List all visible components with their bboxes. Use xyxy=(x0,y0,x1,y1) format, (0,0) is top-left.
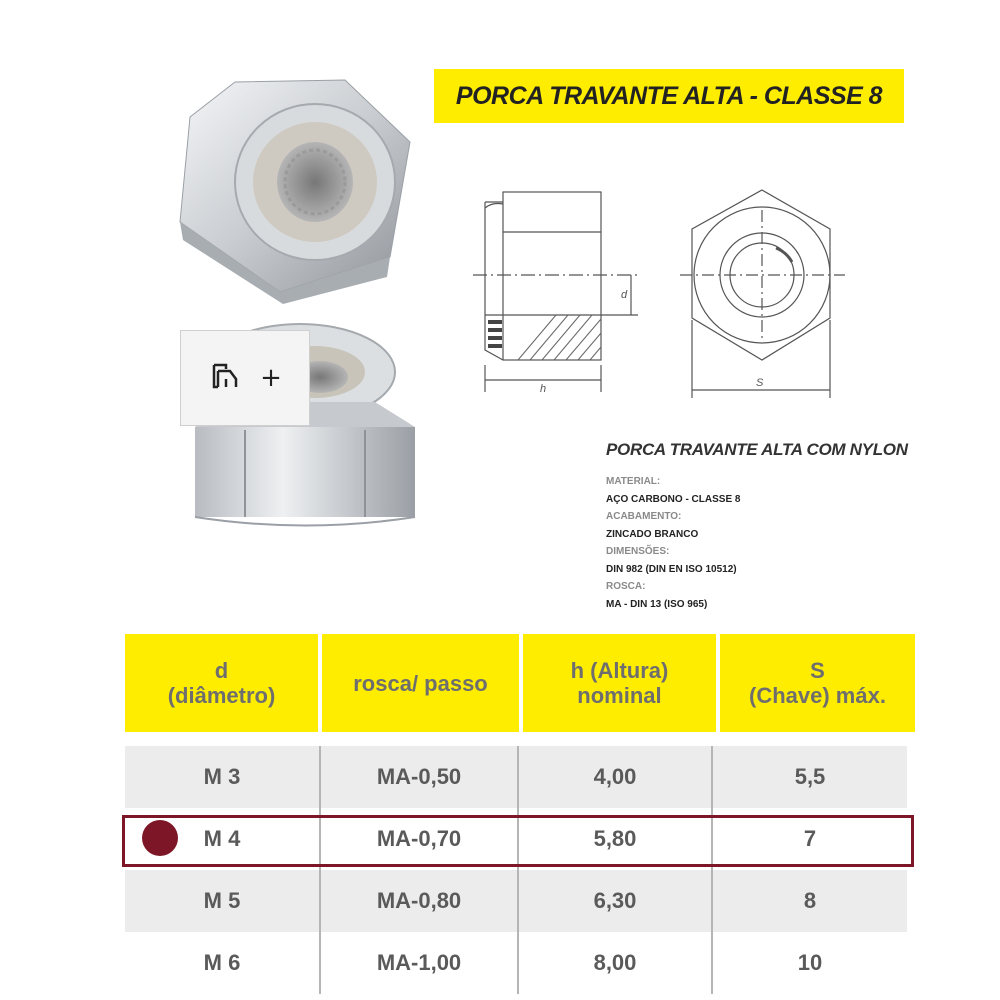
nut-top-view xyxy=(180,80,410,304)
label-d: d xyxy=(621,289,628,301)
plus-icon[interactable]: + xyxy=(260,363,282,393)
side-view-drawing xyxy=(468,180,643,400)
cell-thread: MA-0,80 xyxy=(319,870,517,932)
cell-thread: MA-1,00 xyxy=(319,932,517,994)
cell-thread: MA-0,70 xyxy=(319,808,517,870)
spec-label: ACABAMENTO: xyxy=(606,511,682,522)
spec-label: MATERIAL: xyxy=(606,476,661,487)
label-h: h xyxy=(540,383,547,395)
cell-wrench: 7 xyxy=(711,808,907,870)
product-subtitle: PORCA TRAVANTE ALTA COM NYLON xyxy=(606,440,908,459)
cell-thread: MA-0,50 xyxy=(319,746,517,808)
selection-marker-dot[interactable] xyxy=(142,820,178,856)
header-wrench-size: S (Chave) máx. xyxy=(720,634,915,732)
table-row[interactable] xyxy=(125,932,915,994)
header-thread-pitch: rosca/ passo xyxy=(322,634,519,732)
dimension-table xyxy=(125,634,915,994)
spec-label: DIMENSÕES: xyxy=(606,546,670,557)
spec-value: DIN 982 (DIN EN ISO 10512) xyxy=(606,563,737,575)
table-header xyxy=(125,634,915,732)
spec-value: ZINCADO BRANCO xyxy=(606,528,699,540)
spec-label: ROSCA: xyxy=(606,581,646,592)
spec-list xyxy=(606,473,740,613)
clipboard-arrow-icon[interactable] xyxy=(208,359,242,398)
add-to-clipboard-popup[interactable] xyxy=(180,330,310,426)
spec-value: AÇO CARBONO - CLASSE 8 xyxy=(606,493,741,505)
cell-wrench: 5,5 xyxy=(711,746,907,808)
cell-height: 6,30 xyxy=(517,870,711,932)
cell-wrench: 10 xyxy=(711,932,907,994)
cell-diameter: M 3 xyxy=(125,746,319,808)
cell-height: 4,00 xyxy=(517,746,711,808)
header-diameter: d (diâmetro) xyxy=(125,634,318,732)
cell-diameter: M 6 xyxy=(203,950,241,975)
row-highlight-box xyxy=(122,815,914,867)
spec-value: MA - DIN 13 (ISO 965) xyxy=(606,598,708,610)
cell-height: 8,00 xyxy=(517,932,711,994)
front-view-drawing xyxy=(680,180,845,400)
cell-wrench: 8 xyxy=(711,870,907,932)
cell-diameter: M 4 xyxy=(203,826,241,851)
page-title: PORCA TRAVANTE ALTA - CLASSE 8 xyxy=(455,81,883,110)
header-height: h (Altura) nominal xyxy=(523,634,716,732)
cell-height: 5,80 xyxy=(517,808,711,870)
table-row[interactable] xyxy=(125,746,915,808)
title-banner xyxy=(434,69,904,123)
table-row[interactable] xyxy=(125,870,915,932)
nut-photo xyxy=(175,72,425,532)
label-s: S xyxy=(756,377,764,389)
cell-diameter: M 5 xyxy=(125,870,319,932)
